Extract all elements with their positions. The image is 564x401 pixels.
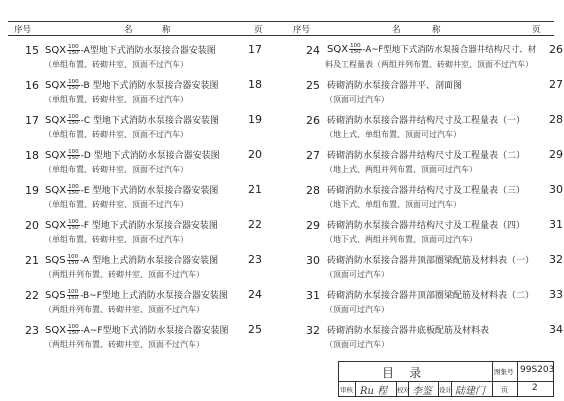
- entry-title-text: 砖砌消防水泵接合器井顶部圈梁配筋及材料表（二）: [327, 291, 535, 301]
- toc-entry: [282, 36, 564, 72]
- model-size-fraction: $\frac{100}{150}$: [68, 113, 79, 126]
- entry-title: [327, 113, 525, 126]
- review-signature: Ru 程: [360, 386, 388, 397]
- model-prefix: SQX: [45, 185, 67, 196]
- design-label: 设计: [439, 386, 452, 394]
- title-block-title: 目 录: [382, 366, 422, 380]
- entry-title: [327, 288, 534, 301]
- entry-title: [327, 148, 525, 161]
- entry-title: [45, 218, 218, 232]
- entry-page: 33: [549, 288, 563, 301]
- toc-entry: [0, 211, 282, 247]
- entry-title: [327, 218, 525, 231]
- entry-title-text: 砖砌消防水泵接合器井结构尺寸及工程量表（四）: [327, 221, 526, 231]
- check-label: 校对: [397, 386, 410, 394]
- model-size-fraction: $\frac{100}{150}$: [68, 148, 79, 161]
- entry-number: 29: [306, 219, 320, 232]
- atlas-number: 99S203: [520, 365, 555, 375]
- toc-entry: [0, 281, 282, 317]
- entry-page: 21: [248, 183, 262, 196]
- entry-page: 26: [549, 43, 563, 56]
- entry-note: （顶面可过汽车）: [325, 340, 389, 349]
- model-prefix: SQX: [45, 325, 67, 336]
- title-block-divider: [517, 361, 518, 397]
- toc-entry: [282, 246, 564, 282]
- header-name: 称: [162, 25, 171, 35]
- entry-note: （地上式、两组并列布置、顶面可过汽车）: [325, 165, 477, 174]
- entry-title-text: -B~F型地上式消防水泵接合器安装图: [80, 291, 228, 301]
- entry-page: 19: [248, 113, 262, 126]
- model-prefix: SQX: [45, 115, 67, 126]
- entry-title-text: -C 型地下式消防水泵接合器安装图: [80, 116, 219, 126]
- design-signature: 陆建门: [455, 386, 485, 397]
- entry-title: [327, 43, 536, 56]
- entry-note: 料及工程量表（两组并列布置、砖砌井室、顶面不过汽车）: [325, 60, 533, 69]
- entry-title-text: 砖砌消防水泵接合器井平、剖面图: [327, 81, 463, 91]
- header-name: 名: [124, 25, 133, 35]
- title-block-divider: [355, 381, 356, 397]
- entry-number: 32: [306, 324, 320, 337]
- entry-title: [45, 78, 219, 92]
- toc-entry: [0, 176, 282, 212]
- toc-entry: [0, 71, 282, 107]
- entry-note: （两组并列布置、砖砌井室、顶面不过汽车）: [44, 340, 204, 349]
- entry-title: [45, 43, 216, 57]
- toc-entry: [0, 106, 282, 142]
- review-label: 审核: [340, 386, 353, 394]
- entry-page: 23: [248, 253, 262, 266]
- entry-note: （地上式、单组布置、顶面可过汽车）: [325, 130, 461, 139]
- header-page: 页: [254, 25, 263, 35]
- header-top-rule: [8, 21, 554, 22]
- entry-title: [327, 183, 525, 196]
- toc-entry: [282, 71, 564, 107]
- model-size-fraction: $\frac{100}{150}$: [67, 288, 79, 301]
- entry-number: 16: [25, 79, 39, 92]
- entry-page: 22: [248, 218, 262, 231]
- model-size-fraction: $\frac{100}{150}$: [68, 183, 79, 196]
- entry-title: [45, 253, 218, 267]
- entry-note: （顶面可过汽车）: [325, 305, 389, 314]
- entry-title-text: -B 型地下式消防水泵接合器安装图: [80, 81, 219, 91]
- entry-title-text: -F 型地下式消防水泵接合器安装图: [80, 221, 218, 231]
- toc-entry: [282, 281, 564, 317]
- entry-note: （单组布置、砖砌井室、顶面不过汽车）: [44, 235, 188, 244]
- toc-entry: [0, 316, 282, 352]
- entry-title-text: -A型地下式消防水泵接合器安装图: [80, 46, 216, 56]
- header-name: 称: [432, 25, 441, 35]
- toc-entry: [282, 316, 564, 352]
- entry-title-text: 砖砌消防水泵接合器井底板配筋及材料表: [327, 326, 490, 336]
- entry-title: [45, 323, 229, 337]
- entry-note: （单组布置、砖砌井室、顶面不过汽车）: [44, 130, 188, 139]
- entry-title: [45, 148, 220, 162]
- entry-title-text: -D 型地下式消防水泵接合器安装图: [80, 151, 220, 161]
- entry-title-text: -A 型地上式消防水泵接合器安装图: [80, 256, 219, 266]
- entry-note: （顶面可过汽车）: [325, 95, 389, 104]
- model-prefix: SQX: [45, 80, 67, 91]
- entry-page: 34: [549, 323, 563, 336]
- entry-note: （单组布置、砖砌井室、顶面不过汽车）: [44, 200, 188, 209]
- toc-entry: [282, 211, 564, 247]
- entry-title-text: -A~F型地下式消防水泵接合器安装图: [80, 326, 229, 336]
- entry-title-text: 砖砌消防水泵接合器井结构尺寸及工程量表（一）: [327, 116, 526, 126]
- entry-number: 15: [25, 44, 39, 57]
- entry-page: 29: [549, 148, 563, 161]
- entry-title: [45, 113, 219, 127]
- entry-title: [327, 323, 489, 336]
- entry-note: （顶面可过汽车）: [325, 270, 389, 279]
- header-num: 序号: [293, 25, 311, 35]
- check-signature: 李鉴: [412, 386, 432, 397]
- entry-number: 17: [25, 114, 39, 127]
- atlas-label: 图集号: [494, 368, 514, 376]
- entry-number: 18: [25, 149, 39, 162]
- entry-number: 24: [306, 44, 320, 57]
- page-number: 2: [532, 383, 538, 393]
- model-prefix: SQS: [45, 255, 66, 266]
- entry-number: 27: [306, 149, 320, 162]
- model-prefix: SQX: [45, 220, 67, 231]
- model-size-fraction: $\frac{100}{150}$: [68, 78, 79, 91]
- entry-number: 23: [25, 324, 39, 337]
- entry-title-text: -E 型地下式消防水泵接合器安装图: [80, 186, 219, 196]
- entry-title-text: 砖砌消防水泵接合器井结构尺寸及工程量表（三）: [327, 186, 526, 196]
- toc-entry: [0, 141, 282, 177]
- entry-title-text: 砖砌消防水泵接合器井结构尺寸及工程量表（二）: [327, 151, 526, 161]
- model-prefix: SQS: [45, 290, 66, 301]
- entry-page: 20: [248, 148, 262, 161]
- entry-title: [327, 253, 534, 266]
- entry-page: 27: [549, 78, 563, 91]
- entry-title-text: 砖砌消防水泵接合器井顶部圈梁配筋及材料表（一）: [327, 256, 535, 266]
- entry-page: 32: [549, 253, 563, 266]
- entry-page: 17: [248, 43, 262, 56]
- toc-entry: [0, 36, 282, 72]
- entry-note: （单组布置、砖砌井室、顶面不过汽车）: [44, 60, 188, 69]
- title-block-divider: [492, 361, 493, 397]
- toc-entry: [0, 246, 282, 282]
- entry-number: 21: [25, 254, 39, 267]
- entry-note: （地下式、两组并列布置、顶面可过汽车）: [325, 235, 477, 244]
- model-size-fraction: $\frac{100}{150}$: [68, 43, 79, 56]
- model-size-fraction: $\frac{100}{150}$: [68, 323, 79, 336]
- entry-page: 24: [248, 288, 262, 301]
- header-page: 页: [532, 25, 541, 35]
- model-prefix: SQX: [327, 44, 349, 55]
- entry-page: 30: [549, 183, 563, 196]
- model-size-fraction: $\frac{100}{150}$: [67, 253, 79, 266]
- entry-title-text: -A~F型地下式消防水泵接合器井结构尺寸、材: [362, 45, 537, 55]
- entry-note: （单组布置、砖砌井室、顶面不过汽车）: [44, 165, 188, 174]
- entry-number: 30: [306, 254, 320, 267]
- entry-number: 20: [25, 219, 39, 232]
- entry-title: [45, 288, 228, 302]
- entry-note: （两组并列布置、砖砌井室、顶面不过汽车）: [44, 270, 204, 279]
- entry-number: 22: [25, 289, 39, 302]
- header-num: 序号: [14, 25, 32, 35]
- entry-title: [45, 183, 218, 197]
- entry-page: 25: [248, 323, 262, 336]
- toc-entry: [282, 106, 564, 142]
- entry-note: （两组并列布置、砖砌井室、顶面不过汽车）: [44, 305, 204, 314]
- header-name: 名: [392, 25, 401, 35]
- model-prefix: SQX: [45, 150, 67, 161]
- entry-number: 26: [306, 114, 320, 127]
- model-size-fraction: $\frac{100}{150}$: [350, 42, 361, 55]
- entry-number: 25: [306, 79, 320, 92]
- entry-number: 31: [306, 289, 320, 302]
- entry-number: 28: [306, 184, 320, 197]
- entry-page: 31: [549, 218, 563, 231]
- entry-page: 28: [549, 113, 563, 126]
- page-label: 页: [501, 386, 508, 394]
- toc-entry: [282, 176, 564, 212]
- entry-note: （单组布置、砖砌井室、顶面不过汽车）: [44, 95, 188, 104]
- toc-entry: [282, 141, 564, 177]
- entry-number: 19: [25, 184, 39, 197]
- model-prefix: SQX: [45, 45, 67, 56]
- title-block-top-rule: [338, 361, 554, 362]
- entry-page: 18: [248, 78, 262, 91]
- entry-note: （地下式、单组布置、顶面可过汽车）: [325, 200, 461, 209]
- model-size-fraction: $\frac{100}{150}$: [68, 218, 79, 231]
- entry-title: [327, 78, 462, 91]
- title-block-left-rule: [338, 361, 339, 397]
